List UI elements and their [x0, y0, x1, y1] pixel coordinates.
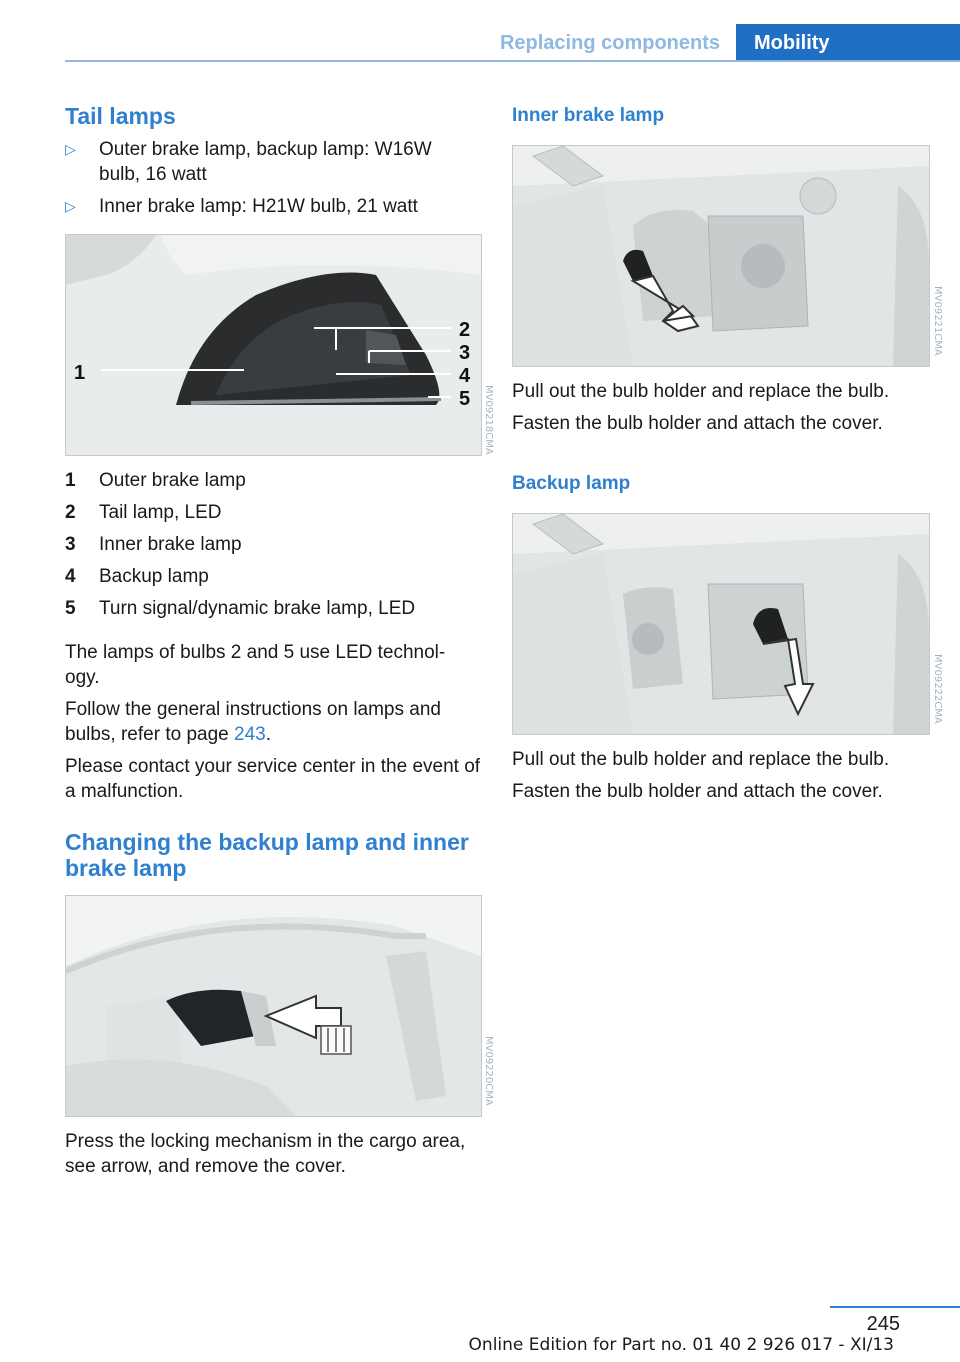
inner-fasten-paragraph: Fasten the bulb holder and attach the cover.: [512, 413, 883, 434]
triangle-bullet-icon: ▷: [65, 198, 76, 214]
bullet-item: [65, 137, 481, 187]
contact-paragraph: Please contact your service center in the event of a malfunction.: [65, 756, 481, 802]
tail-lamps-title: Tail lamps: [65, 103, 176, 129]
header-chapter-tab[interactable]: Mobility: [736, 24, 960, 62]
bullet-text: Inner brake lamp: H21W bulb, 21 watt: [99, 196, 418, 217]
callout-2: 2: [459, 319, 471, 341]
backup-lamp-title: Backup lamp: [512, 473, 631, 494]
legend-label: Outer brake lamp: [99, 470, 246, 491]
legend-item: [65, 468, 481, 493]
footer-edition: Online Edition for Part no. 01 40 2 926 017 - XI/13: [468, 1335, 894, 1355]
backup-pull-out-paragraph: Pull out the bulb holder and replace the bulb.: [512, 749, 890, 770]
legend-label: Tail lamp, LED: [99, 502, 222, 523]
callout-5: 5: [459, 388, 471, 410]
inner-brake-lamp-title: Inner brake lamp: [512, 105, 665, 126]
tail-lamp-illustration: [66, 235, 481, 455]
header-rule: [65, 60, 960, 62]
legend-number: 5: [65, 598, 76, 619]
legend-label: Backup lamp: [99, 566, 209, 587]
led-paragraph: The lamps of bulbs 2 and 5 use LED technol‐ogy.: [65, 642, 446, 688]
footer-rule: [830, 1306, 960, 1308]
legend-number: 2: [65, 502, 76, 523]
legend-label: Turn signal/dynamic brake lamp, LED: [99, 598, 416, 619]
cargo-area-figure: [65, 895, 494, 1117]
inner-brake-lamp-illustration: [513, 146, 929, 366]
tail-lamp-figure: [65, 234, 494, 456]
cargo-area-illustration: [66, 896, 481, 1116]
changing-section-title: Changing the backup lamp and inner brake lamp: [65, 829, 469, 881]
follow-instructions-paragraph: [65, 697, 475, 747]
follow-text: Follow the general instructions on lamps and bulbs, refer to page: [65, 699, 441, 745]
backup-lamp-figure: [512, 513, 943, 735]
legend-number: 1: [65, 470, 76, 491]
bullet-item: [65, 194, 481, 219]
header-section-title: Replacing components: [499, 32, 720, 54]
callout-1: 1: [74, 362, 86, 384]
legend-item: [65, 532, 481, 557]
backup-lamp-illustration: [513, 514, 929, 734]
figure-code: MV09218CMA: [483, 385, 494, 455]
legend-item: [65, 500, 481, 525]
figure-code: MV09222CMA: [932, 654, 943, 724]
inner-brake-lamp-figure: [512, 145, 943, 367]
page-number: 245: [866, 1313, 900, 1335]
inner-pull-out-paragraph: Pull out the bulb holder and replace the bulb.: [512, 381, 890, 402]
bullet-text: Outer brake lamp, backup lamp: W16W bulb, 16 watt: [99, 139, 432, 185]
follow-text-end: .: [265, 724, 271, 745]
legend-number: 3: [65, 534, 76, 555]
legend-item: [65, 564, 481, 589]
legend-label: Inner brake lamp: [99, 534, 242, 555]
figure-code: MV09220CMA: [483, 1036, 494, 1106]
press-locking-paragraph: Press the locking mechanism in the cargo area, see arrow, and remove the cover.: [65, 1131, 466, 1177]
callout-4: 4: [459, 365, 471, 387]
backup-fasten-paragraph: Fasten the bulb holder and attach the cover.: [512, 781, 883, 802]
triangle-bullet-icon: ▷: [65, 141, 76, 157]
page-link[interactable]: 243: [234, 724, 266, 745]
callout-3: 3: [459, 342, 471, 364]
legend-number: 4: [65, 566, 76, 587]
legend-item: [65, 596, 481, 621]
figure-code: MV09221CMA: [932, 286, 943, 356]
